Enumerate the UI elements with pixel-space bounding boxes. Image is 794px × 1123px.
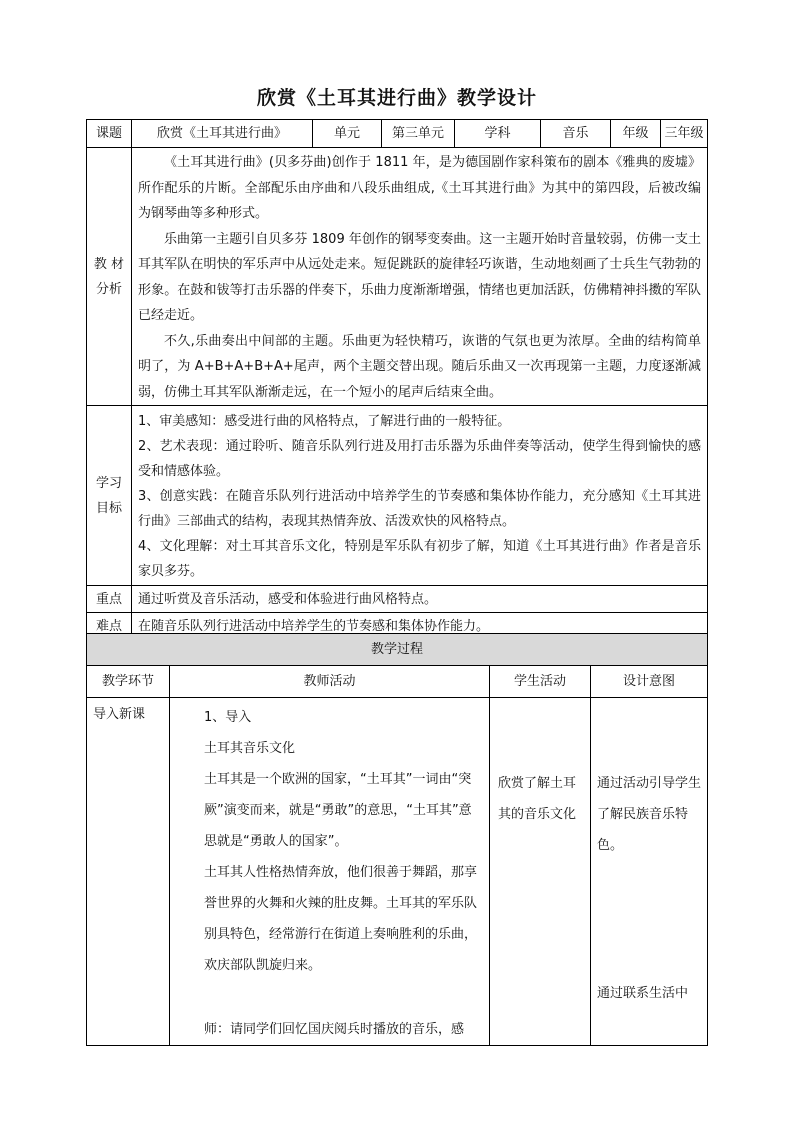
key-text: 通过听赏及音乐活动，感受和体验进行曲风格特点。 (132, 586, 708, 613)
key-label: 重点 (87, 586, 132, 613)
process-header: 教学过程 (87, 634, 708, 666)
subject-label: 学科 (455, 120, 541, 148)
design-text: 通过活动引导学生了解民族音乐特色。 (597, 776, 702, 853)
col-header-student: 学生活动 (490, 666, 591, 698)
info-table (86, 119, 708, 640)
topic-label: 课题 (87, 120, 132, 148)
teacher-paragraph: 师：请同学们回忆国庆阅兵时播放的音乐，感 (204, 1022, 465, 1037)
material-content (132, 148, 708, 406)
col-header-stage: 教学环节 (87, 666, 170, 698)
grade-value: 三年级 (661, 120, 708, 148)
design-text-continued: 通过联系生活中 (597, 986, 689, 1001)
difficulty-text: 在随音乐队列行进活动中培养学生的节奏感和集体协作能力。 (132, 613, 708, 640)
document-title: 欣赏《土耳其进行曲》教学设计 (256, 87, 537, 109)
teacher-paragraph: 土耳其是一个欧洲的国家，“土耳其”一词由“突厥”演变而来，就是“勇敢”的意思，“土耳其”意思就是“勇敢人的国家”。 (204, 772, 472, 849)
goal-item: 1、审美感知：感受进行曲的风格特点，了解进行曲的一般特征。 (138, 414, 511, 429)
teacher-subtitle: 土耳其音乐文化 (204, 741, 296, 756)
difficulty-label: 难点 (87, 613, 132, 640)
material-label: 教 材分析 (87, 148, 132, 406)
topic-value: 欣赏《土耳其进行曲》 (132, 120, 313, 148)
material-paragraph: 乐曲第一主题引自贝多芬 1809 年创作的钢琴变奏曲。这一主题开始时音量较弱，仿佛一支土耳其军队在明快的军乐声中从远处走来。短促跳跃的旋律轻巧诙谐，生动地刻画了士兵生气勃勃的形象。在鼓和钹等打击乐器的伴奏下，乐曲力度渐渐增强，情绪也更加活跃，仿佛精神抖擞的军队已经走近。 (138, 231, 701, 323)
teacher-activity (170, 698, 490, 1046)
unit-value: 第三单元 (382, 120, 455, 148)
stage-cell: 导入新课 (87, 698, 170, 1046)
goal-item: 3、创意实践：在随音乐队列行进活动中培养学生的节奏感和集体协作能力，充分感知《土耳其进行曲》三部曲式的结构，表现其热情奔放、活泼欢快的风格特点。 (138, 489, 701, 529)
goal-item: 2、艺术表现：通过聆听、随音乐队列行进及用打击乐器为乐曲伴奏等活动，使学生得到愉快的感受和情感体验。 (138, 439, 701, 479)
col-header-design: 设计意图 (591, 666, 708, 698)
material-paragraph: 《土耳其进行曲》(贝多芬曲)创作于 1811 年，是为德国剧作家科策布的剧本《雅典的废墟》所作配乐的片断。全部配乐由序曲和八段乐曲组成,《土耳其进行曲》为其中的第四段，后被改编为钢琴曲等多种形式。 (138, 155, 701, 221)
material-paragraph: 不久,乐曲奏出中间部的主题。乐曲更为轻快精巧，诙谐的气氛也更为浓厚。全曲的结构简单明了，为 A+B+A+B+A+尾声，两个主题交替出现。随后乐曲又一次再现第一主题，力度逐渐减弱，仿佛土耳其军队渐渐走远，在一个短小的尾声后结束全曲。 (138, 333, 701, 400)
grade-label: 年级 (611, 120, 661, 148)
goals-label: 学习目标 (87, 406, 132, 586)
process-table (86, 633, 708, 1046)
col-header-teacher: 教师活动 (170, 666, 490, 698)
student-activity: 欣赏了解土耳其的音乐文化 (490, 698, 591, 1046)
teacher-paragraph: 土耳其人性格热情奔放，他们很善于舞蹈，那享誉世界的火舞和火辣的肚皮舞。土耳其的军乐队别具特色，经常游行在街道上奏响胜利的乐曲，欢庆部队凯旋归来。 (204, 865, 478, 973)
goals-content (132, 406, 708, 586)
teacher-step: 1、导入 (204, 710, 252, 725)
subject-value: 音乐 (541, 120, 611, 148)
unit-label: 单元 (313, 120, 382, 148)
goal-item: 4、文化理解：对土耳其音乐文化，特别是军乐队有初步了解，知道《土耳其进行曲》作者是音乐家贝多芬。 (138, 539, 701, 579)
design-intent (591, 698, 708, 1046)
